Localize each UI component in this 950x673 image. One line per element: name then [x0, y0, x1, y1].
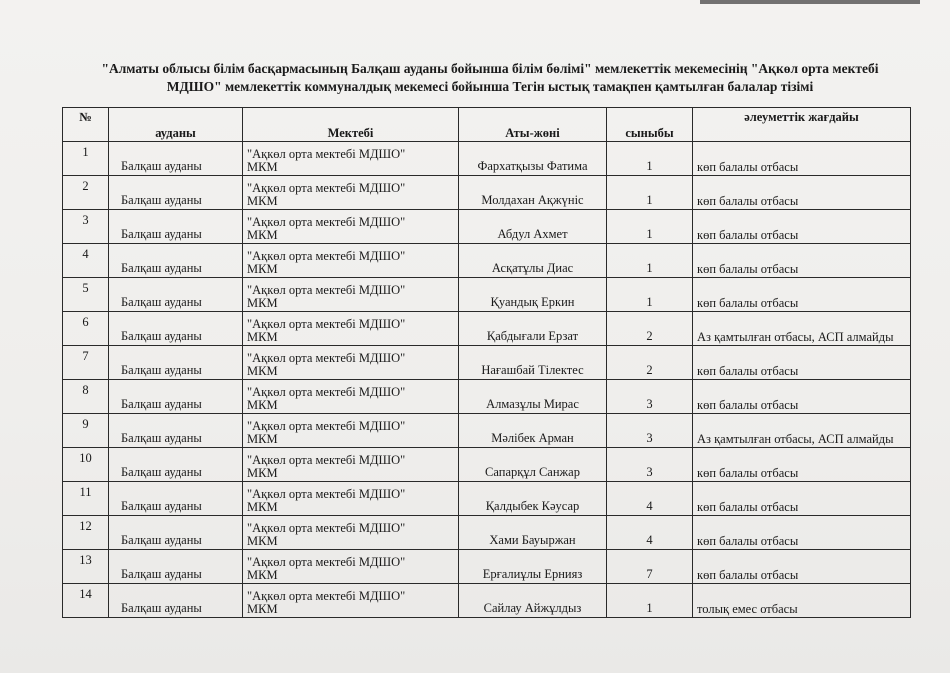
- row-num: 10: [63, 448, 109, 482]
- header-num: №: [63, 108, 109, 142]
- row-grade: 1: [607, 584, 693, 618]
- row-num: 12: [63, 516, 109, 550]
- row-district: Балқаш ауданы: [109, 142, 243, 176]
- table-row: [63, 312, 911, 346]
- row-grade: 3: [607, 448, 693, 482]
- title-line-2: МДШО" мемлекеттік коммуналдық мекемесі бойынша Тегін ыстық тамақпен қамтылған балалар тізімі: [166, 79, 814, 94]
- table-row: [63, 516, 911, 550]
- table-row: [63, 142, 911, 176]
- row-school: [243, 380, 459, 414]
- row-grade: 4: [607, 482, 693, 516]
- school-name-line: "Ақкөл орта мектебі МДШО": [247, 487, 406, 501]
- row-num: 5: [63, 278, 109, 312]
- row-name: Сапарқұл Санжар: [459, 448, 607, 482]
- school-name-line: "Ақкөл орта мектебі МДШО": [247, 419, 406, 433]
- row-school: [243, 176, 459, 210]
- row-school: [243, 448, 459, 482]
- table-row: [63, 584, 911, 618]
- row-name: Фархатқызы Фатима: [459, 142, 607, 176]
- row-social: көп балалы отбасы: [693, 176, 911, 210]
- row-name: Қуандық Еркин: [459, 278, 607, 312]
- row-district: Балқаш ауданы: [109, 278, 243, 312]
- school-type-line: МКМ: [247, 364, 278, 378]
- row-grade: 7: [607, 550, 693, 584]
- row-num: 9: [63, 414, 109, 448]
- row-school: [243, 244, 459, 278]
- school-name-line: "Ақкөл орта мектебі МДШО": [247, 351, 406, 365]
- school-name-line: "Ақкөл орта мектебі МДШО": [247, 589, 406, 603]
- table-row: [63, 482, 911, 516]
- row-social: көп балалы отбасы: [693, 482, 911, 516]
- row-grade: 3: [607, 414, 693, 448]
- school-type-line: МКМ: [247, 160, 278, 174]
- row-school: [243, 312, 459, 346]
- header-social: әлеуметтік жағдайы: [693, 108, 911, 142]
- title-line-1: "Алматы облысы білім басқармасының Балқаш ауданы бойынша білім бөлімі" мемлекеттік мекемесінің "Ақкөл орта мектебі: [101, 61, 879, 76]
- school-type-line: МКМ: [247, 398, 278, 412]
- row-social: толық емес отбасы: [693, 584, 911, 618]
- row-school: [243, 482, 459, 516]
- row-district: Балқаш ауданы: [109, 346, 243, 380]
- row-num: 14: [63, 584, 109, 618]
- row-district: Балқаш ауданы: [109, 414, 243, 448]
- row-num: 2: [63, 176, 109, 210]
- school-name-line: "Ақкөл орта мектебі МДШО": [247, 555, 406, 569]
- row-school: [243, 550, 459, 584]
- row-school: [243, 516, 459, 550]
- school-type-line: МКМ: [247, 330, 278, 344]
- row-social: көп балалы отбасы: [693, 142, 911, 176]
- row-social: көп балалы отбасы: [693, 278, 911, 312]
- row-name: Асқатұлы Диас: [459, 244, 607, 278]
- row-name: Сайлау Айжұлдыз: [459, 584, 607, 618]
- table-row: [63, 414, 911, 448]
- row-district: Балқаш ауданы: [109, 584, 243, 618]
- row-social: көп балалы отбасы: [693, 448, 911, 482]
- row-grade: 1: [607, 210, 693, 244]
- school-type-line: МКМ: [247, 466, 278, 480]
- row-grade: 4: [607, 516, 693, 550]
- row-school: [243, 142, 459, 176]
- row-school: [243, 210, 459, 244]
- row-district: Балқаш ауданы: [109, 482, 243, 516]
- row-num: 3: [63, 210, 109, 244]
- row-social: көп балалы отбасы: [693, 516, 911, 550]
- row-name: Молдахан Ақжүніс: [459, 176, 607, 210]
- row-district: Балқаш ауданы: [109, 380, 243, 414]
- school-name-line: "Ақкөл орта мектебі МДШО": [247, 147, 406, 161]
- table-header-row: [63, 108, 911, 142]
- students-table: [62, 107, 911, 618]
- row-district: Балқаш ауданы: [109, 244, 243, 278]
- row-num: 4: [63, 244, 109, 278]
- row-social: көп балалы отбасы: [693, 244, 911, 278]
- school-name-line: "Ақкөл орта мектебі МДШО": [247, 249, 406, 263]
- school-name-line: "Ақкөл орта мектебі МДШО": [247, 215, 406, 229]
- table-row: [63, 278, 911, 312]
- table-row: [63, 244, 911, 278]
- header-name: Аты-жөні: [459, 108, 607, 142]
- row-school: [243, 346, 459, 380]
- row-num: 11: [63, 482, 109, 516]
- row-social: көп балалы отбасы: [693, 346, 911, 380]
- row-name: Хами Бауыржан: [459, 516, 607, 550]
- school-type-line: МКМ: [247, 432, 278, 446]
- row-name: Абдул Ахмет: [459, 210, 607, 244]
- school-type-line: МКМ: [247, 296, 278, 310]
- row-grade: 2: [607, 346, 693, 380]
- row-name: Мәлібек Арман: [459, 414, 607, 448]
- row-social: көп балалы отбасы: [693, 550, 911, 584]
- row-name: Ерғалиұлы Ернияз: [459, 550, 607, 584]
- row-district: Балқаш ауданы: [109, 312, 243, 346]
- row-name: Алмазұлы Мирас: [459, 380, 607, 414]
- row-district: Балқаш ауданы: [109, 176, 243, 210]
- row-num: 1: [63, 142, 109, 176]
- table-row: [63, 448, 911, 482]
- table-row: [63, 550, 911, 584]
- row-grade: 1: [607, 244, 693, 278]
- school-type-line: МКМ: [247, 228, 278, 242]
- row-social: Аз қамтылған отбасы, АСП алмайды: [693, 414, 911, 448]
- row-school: [243, 584, 459, 618]
- table-row: [63, 176, 911, 210]
- row-district: Балқаш ауданы: [109, 550, 243, 584]
- row-district: Балқаш ауданы: [109, 210, 243, 244]
- table-row: [63, 380, 911, 414]
- scan-edge: [700, 0, 920, 4]
- table-row: [63, 210, 911, 244]
- header-district: ауданы: [109, 108, 243, 142]
- row-num: 6: [63, 312, 109, 346]
- school-type-line: МКМ: [247, 602, 278, 616]
- table-body: [63, 142, 911, 618]
- header-school: Мектебі: [243, 108, 459, 142]
- row-grade: 1: [607, 278, 693, 312]
- row-district: Балқаш ауданы: [109, 516, 243, 550]
- school-type-line: МКМ: [247, 534, 278, 548]
- school-name-line: "Ақкөл орта мектебі МДШО": [247, 317, 406, 331]
- school-type-line: МКМ: [247, 568, 278, 582]
- row-grade: 1: [607, 142, 693, 176]
- row-num: 8: [63, 380, 109, 414]
- row-grade: 3: [607, 380, 693, 414]
- row-num: 7: [63, 346, 109, 380]
- row-school: [243, 278, 459, 312]
- document-title: [90, 60, 890, 96]
- header-grade: сыныбы: [607, 108, 693, 142]
- row-grade: 1: [607, 176, 693, 210]
- row-social: көп балалы отбасы: [693, 380, 911, 414]
- row-grade: 2: [607, 312, 693, 346]
- school-type-line: МКМ: [247, 262, 278, 276]
- row-num: 13: [63, 550, 109, 584]
- row-name: Қалдыбек Кәусар: [459, 482, 607, 516]
- table-row: [63, 346, 911, 380]
- school-type-line: МКМ: [247, 500, 278, 514]
- row-name: Қабдығали Ерзат: [459, 312, 607, 346]
- row-social: көп балалы отбасы: [693, 210, 911, 244]
- row-name: Нағашбай Тілектес: [459, 346, 607, 380]
- school-type-line: МКМ: [247, 194, 278, 208]
- school-name-line: "Ақкөл орта мектебі МДШО": [247, 181, 406, 195]
- row-district: Балқаш ауданы: [109, 448, 243, 482]
- row-social: Аз қамтылған отбасы, АСП алмайды: [693, 312, 911, 346]
- school-name-line: "Ақкөл орта мектебі МДШО": [247, 283, 406, 297]
- school-name-line: "Ақкөл орта мектебі МДШО": [247, 385, 406, 399]
- school-name-line: "Ақкөл орта мектебі МДШО": [247, 453, 406, 467]
- row-school: [243, 414, 459, 448]
- school-name-line: "Ақкөл орта мектебі МДШО": [247, 521, 406, 535]
